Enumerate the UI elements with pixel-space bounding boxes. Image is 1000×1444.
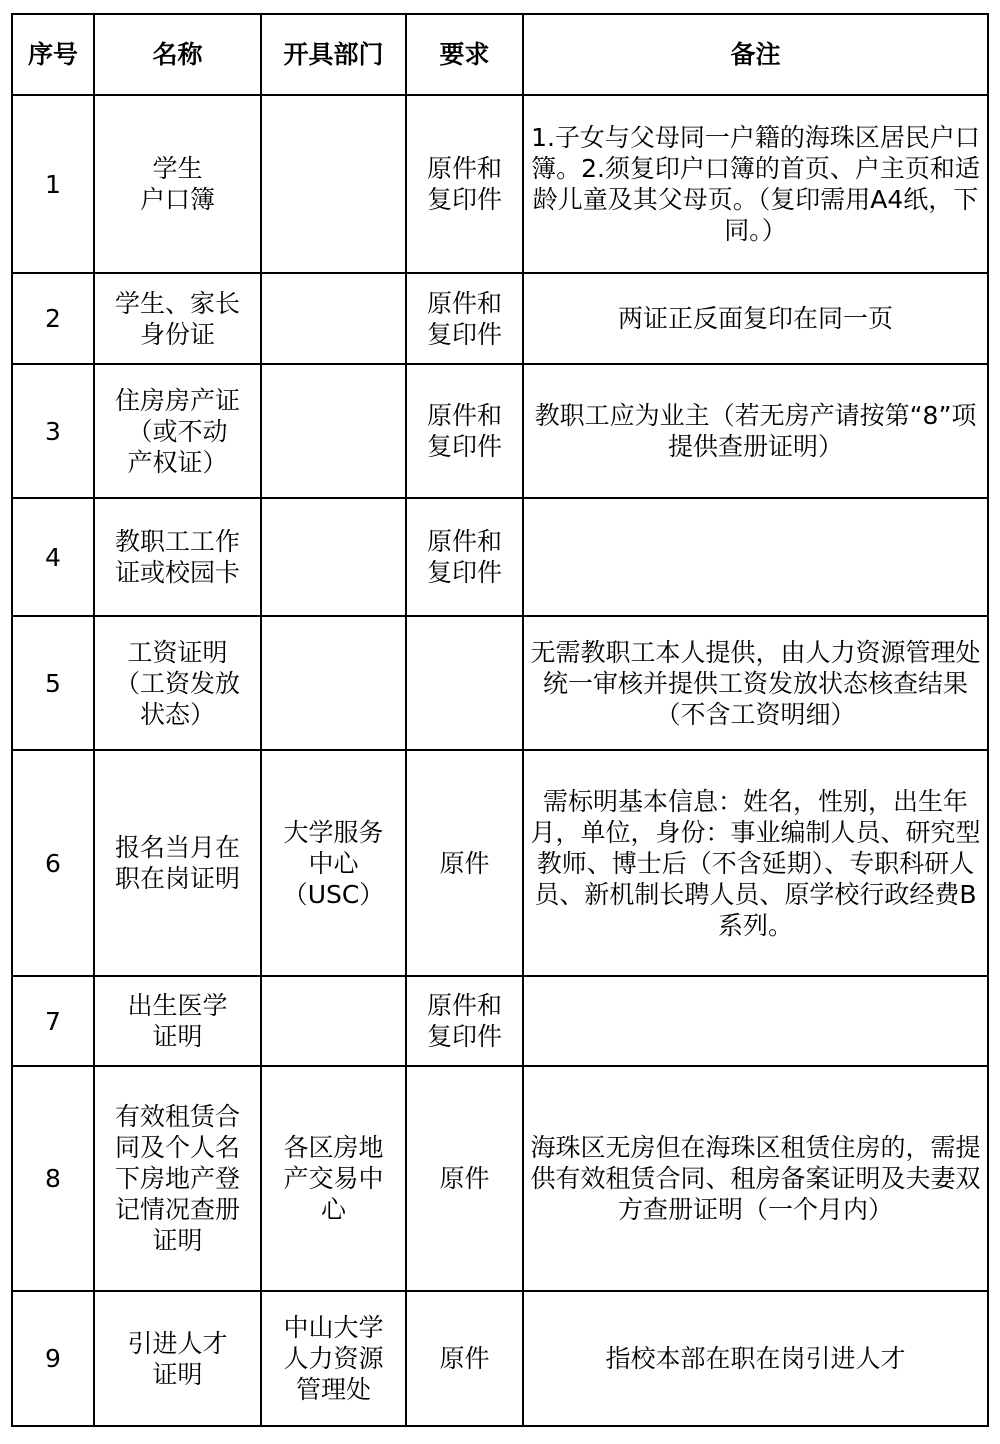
cell-name: 教职工工作 证或校园卡 bbox=[94, 498, 261, 616]
table-row bbox=[12, 273, 988, 364]
cell-dept: 各区房地 产交易中 心 bbox=[261, 1066, 406, 1291]
cell-note: 无需教职工本人提供，由人力资源管理处统一审核并提供工资发放状态核查结果（不含工资明细） bbox=[523, 616, 988, 750]
header-no: 序号 bbox=[12, 14, 94, 95]
header-req: 要求 bbox=[406, 14, 523, 95]
table-row bbox=[12, 1066, 988, 1291]
cell-req: 原件 bbox=[406, 1291, 523, 1426]
cell-no: 9 bbox=[12, 1291, 94, 1426]
header-dept: 开具部门 bbox=[261, 14, 406, 95]
cell-no: 8 bbox=[12, 1066, 94, 1291]
cell-no: 2 bbox=[12, 273, 94, 364]
cell-no: 4 bbox=[12, 498, 94, 616]
cell-name: 工资证明 （工资发放 状态） bbox=[94, 616, 261, 750]
header-note: 备注 bbox=[523, 14, 988, 95]
cell-dept bbox=[261, 364, 406, 498]
cell-dept: 大学服务 中心 （USC） bbox=[261, 750, 406, 976]
cell-name: 学生 户口簿 bbox=[94, 95, 261, 273]
cell-note bbox=[523, 976, 988, 1066]
cell-req bbox=[406, 616, 523, 750]
cell-no: 6 bbox=[12, 750, 94, 976]
cell-dept bbox=[261, 976, 406, 1066]
cell-name: 引进人才 证明 bbox=[94, 1291, 261, 1426]
requirements-table bbox=[11, 13, 989, 1427]
cell-name: 有效租赁合 同及个人名 下房地产登 记情况查册 证明 bbox=[94, 1066, 261, 1291]
cell-req: 原件 bbox=[406, 750, 523, 976]
cell-dept bbox=[261, 95, 406, 273]
requirements-table-wrapper bbox=[11, 13, 989, 1427]
cell-note: 两证正反面复印在同一页 bbox=[523, 273, 988, 364]
cell-name: 住房房产证 （或不动 产权证） bbox=[94, 364, 261, 498]
header-name: 名称 bbox=[94, 14, 261, 95]
table-row bbox=[12, 95, 988, 273]
cell-note: 需标明基本信息：姓名，性别，出生年月，单位，身份：事业编制人员、研究型教师、博士后（不含延期）、专职科研人员、新机制长聘人员、原学校行政经费B系列。 bbox=[523, 750, 988, 976]
cell-req: 原件和 复印件 bbox=[406, 498, 523, 616]
cell-name: 学生、家长 身份证 bbox=[94, 273, 261, 364]
cell-no: 1 bbox=[12, 95, 94, 273]
table-row bbox=[12, 750, 988, 976]
cell-req: 原件和 复印件 bbox=[406, 976, 523, 1066]
cell-note: 教职工应为业主（若无房产请按第“8”项提供查册证明） bbox=[523, 364, 988, 498]
table-row bbox=[12, 364, 988, 498]
cell-note: 指校本部在职在岗引进人才 bbox=[523, 1291, 988, 1426]
cell-dept bbox=[261, 616, 406, 750]
cell-dept bbox=[261, 498, 406, 616]
cell-dept: 中山大学 人力资源 管理处 bbox=[261, 1291, 406, 1426]
table-row bbox=[12, 1291, 988, 1426]
cell-dept bbox=[261, 273, 406, 364]
cell-note bbox=[523, 498, 988, 616]
table-row bbox=[12, 616, 988, 750]
cell-no: 7 bbox=[12, 976, 94, 1066]
cell-note: 1.子女与父母同一户籍的海珠区居民户口簿。2.须复印户口簿的首页、户主页和适龄儿童及其父母页。（复印需用A4纸，下同。） bbox=[523, 95, 988, 273]
cell-no: 3 bbox=[12, 364, 94, 498]
cell-note: 海珠区无房但在海珠区租赁住房的，需提供有效租赁合同、租房备案证明及夫妻双方查册证明（一个月内） bbox=[523, 1066, 988, 1291]
cell-req: 原件和 复印件 bbox=[406, 273, 523, 364]
cell-req: 原件和 复印件 bbox=[406, 364, 523, 498]
table-row bbox=[12, 498, 988, 616]
cell-req: 原件和 复印件 bbox=[406, 95, 523, 273]
cell-name: 出生医学 证明 bbox=[94, 976, 261, 1066]
table-row bbox=[12, 976, 988, 1066]
header-row bbox=[12, 14, 988, 95]
cell-no: 5 bbox=[12, 616, 94, 750]
cell-req: 原件 bbox=[406, 1066, 523, 1291]
cell-name: 报名当月在 职在岗证明 bbox=[94, 750, 261, 976]
